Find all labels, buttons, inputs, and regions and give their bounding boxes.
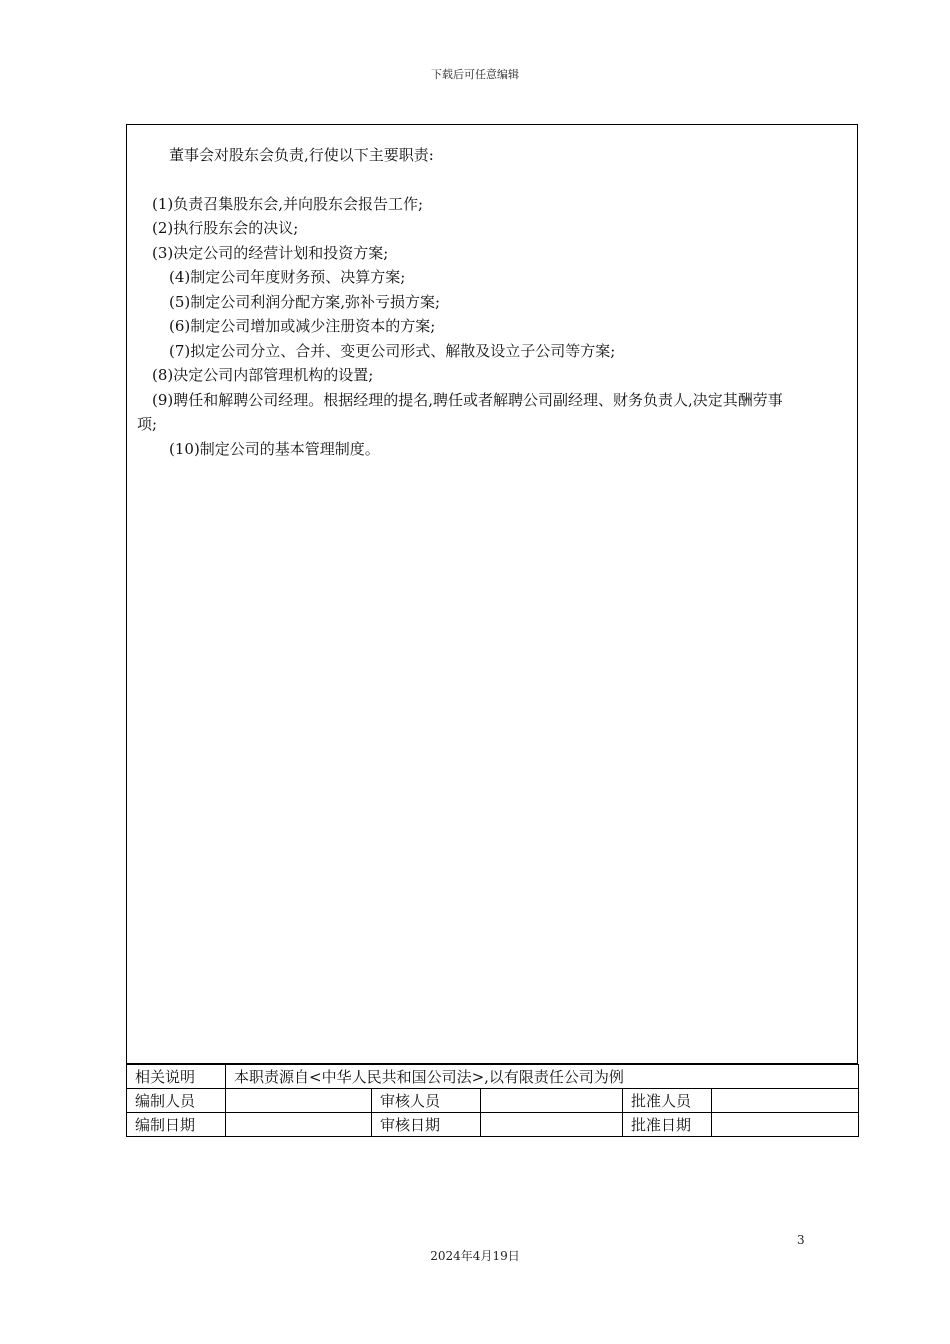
approver-label: 批准人员 [623, 1089, 712, 1113]
approve-date-value[interactable] [712, 1113, 859, 1137]
review-date-label: 审核日期 [372, 1113, 481, 1137]
table-row [127, 1113, 859, 1137]
related-notes-label: 相关说明 [127, 1065, 226, 1089]
page-number: 3 [797, 1233, 805, 1247]
duty-item-3: (3)决定公司的经营计划和投资方案; [152, 243, 389, 262]
reviewer-value[interactable] [481, 1089, 623, 1113]
duties-box [126, 124, 858, 1064]
footer-date: 2024年4月19日 [430, 1249, 520, 1263]
table-row [127, 1065, 859, 1089]
duty-item-5: (5)制定公司利润分配方案,弥补亏损方案; [169, 292, 441, 311]
duty-item-1: (1)负责召集股东会,并向股东会报告工作; [152, 194, 424, 213]
duties-text [127, 143, 859, 461]
duties-intro: 董事会对股东会负责,行使以下主要职责: [169, 146, 434, 164]
reviewer-label: 审核人员 [372, 1089, 481, 1113]
duty-item-4: (4)制定公司年度财务预、决算方案; [169, 268, 406, 286]
related-notes-value: 本职责源自<中华人民共和国公司法>,以有限责任公司为例 [226, 1065, 859, 1089]
duty-item-6: (6)制定公司增加或减少注册资本的方案; [169, 317, 436, 335]
table-row [127, 1089, 859, 1113]
editor-label: 编制人员 [127, 1089, 226, 1113]
duty-item-9-continued: 项; [137, 415, 158, 433]
header-note: 下载后可任意编辑 [431, 68, 519, 81]
review-date-value[interactable] [481, 1113, 623, 1137]
duty-item-8: (8)决定公司内部管理机构的设置; [152, 366, 374, 384]
duty-item-9: (9)聘任和解聘公司经理。根据经理的提名,聘任或者解聘公司副经理、财务负责人,决定其酬劳事 [152, 390, 783, 409]
duty-item-2: (2)执行股东会的决议; [152, 219, 299, 237]
sign-off-table [126, 1064, 859, 1137]
approver-value[interactable] [712, 1089, 859, 1113]
duty-item-10: (10)制定公司的基本管理制度。 [169, 439, 380, 458]
approve-date-label: 批准日期 [623, 1113, 712, 1137]
edit-date-value[interactable] [226, 1113, 372, 1137]
editor-value[interactable] [226, 1089, 372, 1113]
duty-item-7: (7)拟定公司分立、合并、变更公司形式、解散及设立子公司等方案; [169, 341, 616, 360]
edit-date-label: 编制日期 [127, 1113, 226, 1137]
